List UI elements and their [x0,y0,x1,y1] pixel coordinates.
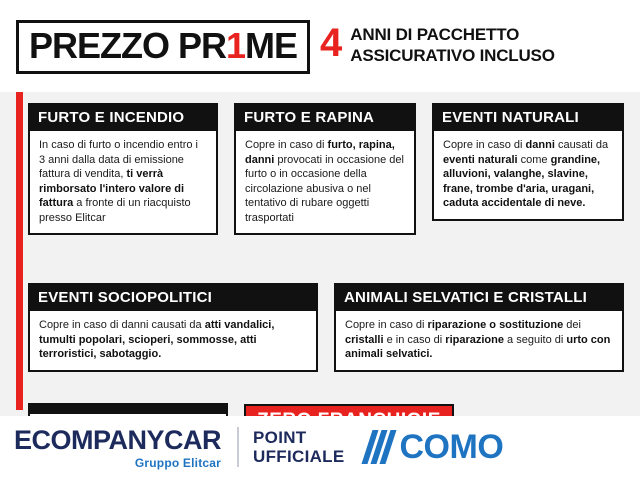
card-body: Copre in caso di danni causati da eventi naturali come grandine, alluvioni, valanghe, slavine, frane, trombe d'aria, uragani, caduta accidentale di neve. [443,139,609,209]
title-part-1: PREZZO PR [29,25,227,66]
red-accent-bar [16,92,23,410]
logo-text-car: CAR [164,424,222,455]
card-title: EVENTI SOCIOPOLITICI [30,285,316,311]
logo-letter-e: E [14,424,32,455]
card-body: Copre in caso di riparazione o sostituzione dei cristalli e in caso di riparazione a seguito di urto con animali selvatici. [345,319,611,360]
card-title: FURTO E RAPINA [236,105,414,131]
poster-footer [0,416,640,478]
card-animali-selvatici-cristalli [334,283,624,372]
header-subtitle [350,24,554,66]
card-body: Copre in caso di furto, rapina, danni provocati in occasione del furto o in occasione della circolazione abusiva o nel tentativo di rubare oggetti trasportati [245,139,404,224]
point-line-1: POINT [253,428,307,447]
card-title [30,405,226,414]
city-label: COMO [399,428,504,466]
card-eventi-naturali [432,103,624,221]
card-body: Copre in caso di danni causati da atti vandalici, tumulti popolari, scioperi, sommosse, atti terroristici, sabotaggio. [39,319,275,360]
card-body: In caso di furto o incendio entro i 3 anni dalla data di emissione fattura di vendita, ti verrà rimborsato l'intero valore di fattura a fronte di un riacquisto presso Elitcar [39,139,198,224]
card-title: ANIMALI SELVATICI E CRISTALLI [336,285,622,311]
companycar-logo [14,425,221,470]
title-part-2: ME [245,25,298,66]
point-ufficiale-block [253,428,344,466]
logo-wordmark [14,425,221,455]
page-title [29,25,297,67]
header-subtitle-line-1: ANNI DI PACCHETTO [350,25,520,44]
slashes-decoration [367,430,394,464]
point-line-2: UFFICIALE [253,447,345,466]
title-box [16,20,310,74]
card-furto-e-incendio [28,103,218,235]
footer-divider [237,427,239,467]
logo-text-company: COMPANY [31,424,165,455]
title-highlight-digit: 1 [226,25,246,66]
card-furto-e-rapina [234,103,416,235]
card-title: EVENTI NATURALI [434,105,622,131]
card-title: FURTO E INCENDIO [30,105,216,131]
logo-subtitle: Gruppo Elitcar [134,455,222,470]
header-subtitle-line-2: ASSICURATIVO INCLUSO [350,46,555,65]
card-eventi-sociopolitici [28,283,318,372]
poster-header [0,0,640,92]
years-number: 4 [320,21,343,65]
